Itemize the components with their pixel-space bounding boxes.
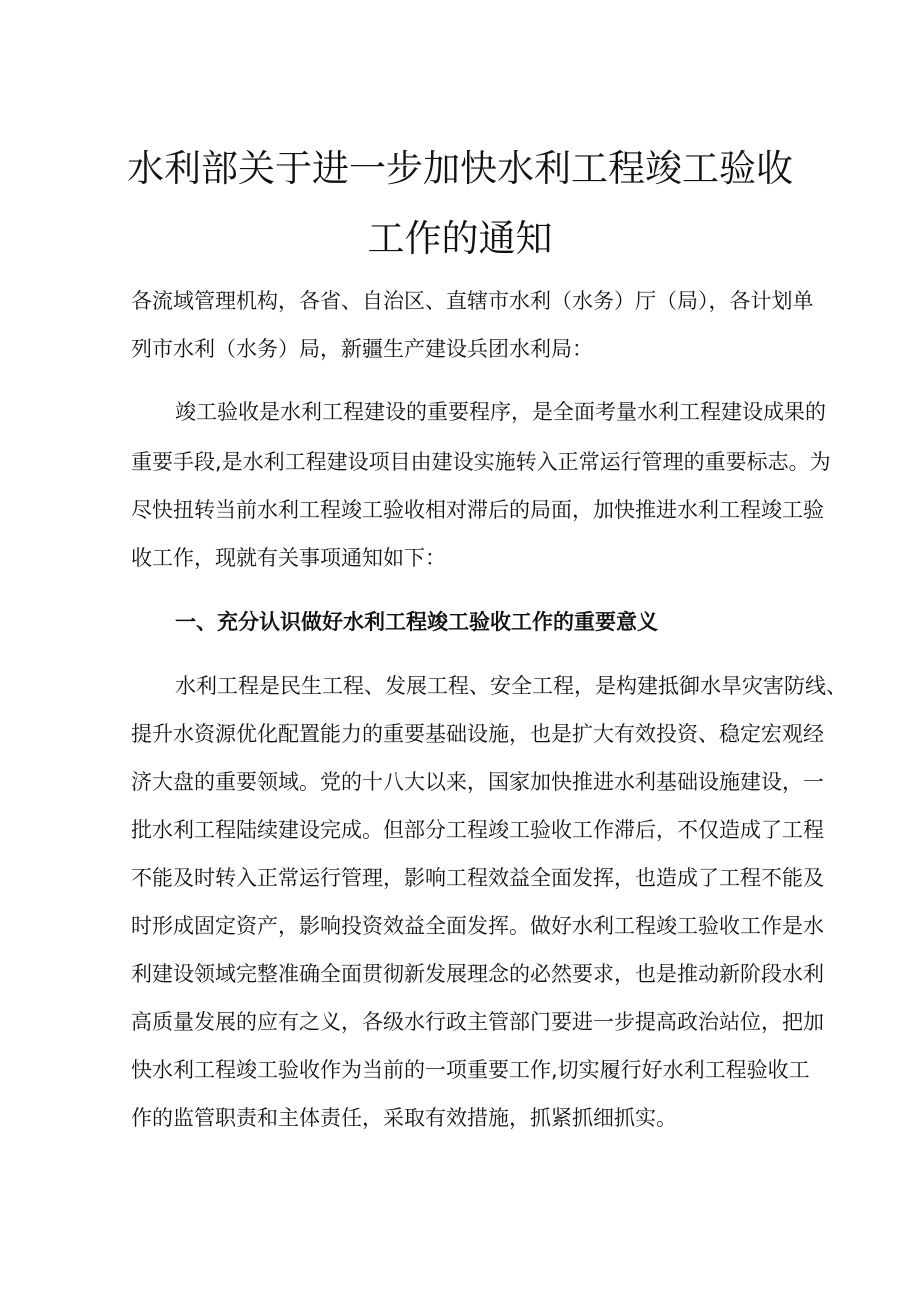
section-1-line-1: 水利工程是民生工程、发展工程、安全工程，是构建抵御水旱灾害防线、 — [175, 674, 847, 698]
intro-line-1: 竣工验收是水利工程建设的重要程序，是全面考量水利工程建设成果的 — [175, 400, 826, 424]
section-1-line-4: 批水利工程陆续建设完成。但部分工程竣工验收工作滞后，不仅造成了工程 — [131, 818, 824, 842]
section-1-line-9: 快水利工程竣工验收作为当前的一项重要工作,切实履行好水利工程验收工 — [131, 1058, 810, 1082]
document-title-line-2: 工作的通知 — [367, 217, 553, 260]
addressee-line-1: 各流域管理机构，各省、自治区、直辖市水利（水务）厅（局），各计划单 — [131, 289, 814, 313]
section-1-line-5: 不能及时转入正常运行管理，影响工程效益全面发挥，也造成了工程不能及 — [131, 866, 824, 890]
section-1-line-10: 作的监管职责和主体责任，采取有效措施，抓紧抓细抓实。 — [131, 1106, 677, 1130]
section-1-line-7: 利建设领域完整准确全面贯彻新发展理念的必然要求，也是推动新阶段水利 — [131, 962, 824, 986]
intro-line-3: 尽快扭转当前水利工程竣工验收相对滞后的局面，加快推进水利工程竣工验 — [131, 498, 824, 522]
intro-line-2: 重要手段,是水利工程建设项目由建设实施转入正常运行管理的重要标志。为 — [131, 450, 831, 474]
section-1-line-8: 高质量发展的应有之义，各级水行政主管部门要进一步提高政治站位，把加 — [131, 1010, 824, 1034]
section-1-line-3: 济大盘的重要领域。党的十八大以来，国家加快推进水利基础设施建设，一 — [131, 770, 824, 794]
section-1-line-2: 提升水资源优化配置能力的重要基础设施，也是扩大有效投资、稳定宏观经 — [131, 722, 824, 746]
document-title-line-1: 水利部关于进一步加快水利工程竣工验收 — [127, 147, 793, 190]
section-1-line-6: 时形成固定资产，影响投资效益全面发挥。做好水利工程竣工验收工作是水 — [131, 914, 824, 938]
addressee-line-2: 列市水利（水务）局，新疆生产建设兵团水利局： — [131, 337, 593, 361]
section-1-heading: 一、充分认识做好水利工程竣工验收工作的重要意义 — [175, 610, 658, 634]
intro-line-4: 收工作，现就有关事项通知如下： — [131, 546, 446, 570]
